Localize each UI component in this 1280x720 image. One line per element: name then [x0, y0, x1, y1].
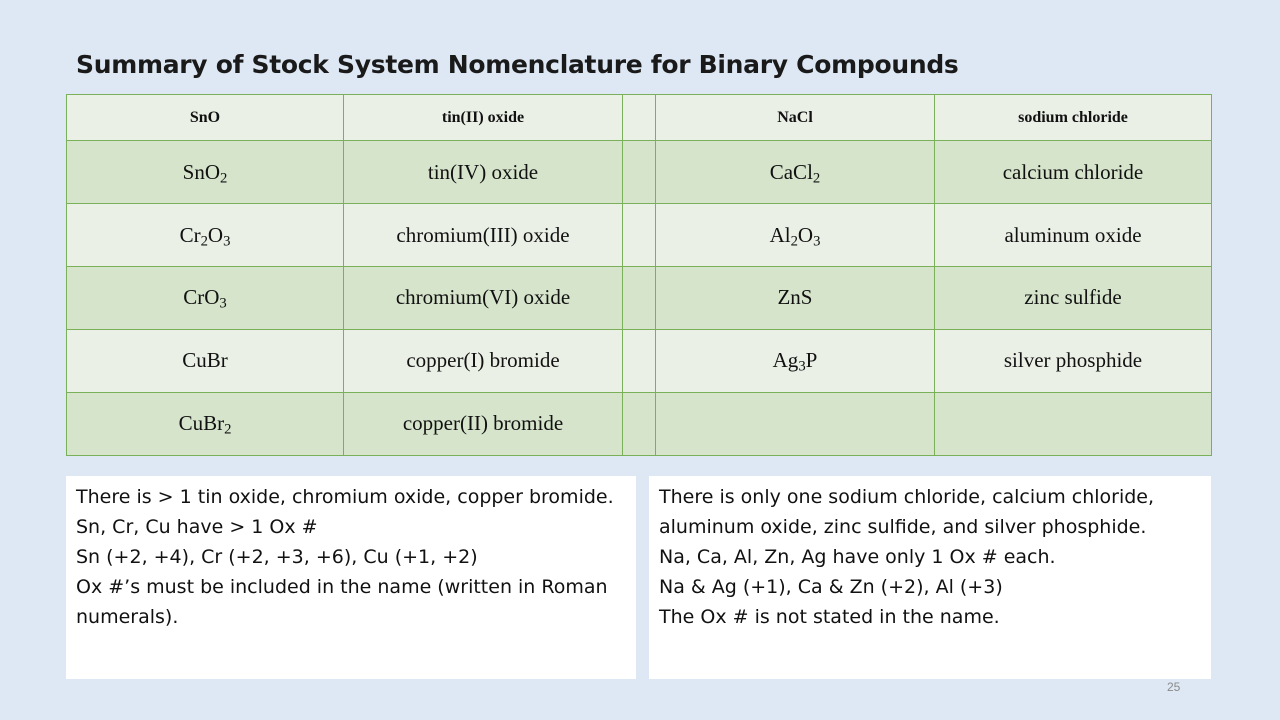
- note-line: Ox #’s must be included in the name (written in Roman numerals).: [76, 576, 608, 628]
- formula-cell: [67, 141, 344, 204]
- spacer-cell: [623, 204, 656, 267]
- formula-cell: [67, 204, 344, 267]
- formula-part: O: [797, 222, 814, 247]
- formula-cell: [656, 204, 935, 267]
- formula-cell: [656, 392, 935, 455]
- formula-cell: [67, 267, 344, 330]
- formula-part: ZnS: [777, 285, 813, 310]
- nomenclature-table: [66, 94, 1212, 456]
- formula-part: SnO: [189, 108, 221, 126]
- table-body: [67, 95, 1212, 456]
- formula-part: Cr: [179, 222, 201, 247]
- table-row: [67, 141, 1212, 204]
- formula-part: O: [207, 222, 224, 247]
- compound-name-cell: sodium chloride: [935, 95, 1212, 141]
- note-line: Na & Ag (+1), Ca & Zn (+2), Al (+3): [659, 576, 1003, 598]
- table-row: [67, 329, 1212, 392]
- formula-subscript: 3: [813, 233, 821, 250]
- slide-title: Summary of Stock System Nomenclature for Binary Compounds: [76, 50, 959, 79]
- table-row: [67, 204, 1212, 267]
- formula-part: Ag: [772, 348, 799, 373]
- compound-name-cell: chromium(VI) oxide: [344, 267, 623, 330]
- formula-cell: [67, 95, 344, 141]
- compound-name-cell: calcium chloride: [935, 141, 1212, 204]
- formula-part: Al: [769, 222, 791, 247]
- formula-subscript: 2: [224, 422, 232, 439]
- formula-part: NaCl: [777, 108, 813, 126]
- formula-subscript: 2: [790, 233, 798, 250]
- page-number: 25: [1167, 680, 1181, 694]
- note-line: Sn, Cr, Cu have > 1 Ox #: [76, 516, 318, 538]
- spacer-cell: [623, 267, 656, 330]
- compound-name-cell: tin(IV) oxide: [344, 141, 623, 204]
- formula-part: CrO: [183, 285, 220, 310]
- formula-subscript: 2: [220, 170, 228, 187]
- formula-subscript: 3: [798, 359, 806, 376]
- formula-part: SnO: [182, 159, 220, 184]
- note-line: There is > 1 tin oxide, chromium oxide, copper bromide.: [76, 486, 614, 508]
- compound-name-cell: copper(II) bromide: [344, 392, 623, 455]
- table-row: [67, 267, 1212, 330]
- compound-name-cell: tin(II) oxide: [344, 95, 623, 141]
- spacer-cell: [623, 95, 656, 141]
- formula-cell: [656, 95, 935, 141]
- formula-subscript: 3: [219, 296, 227, 313]
- compound-name-cell: [935, 392, 1212, 455]
- formula-cell: [67, 392, 344, 455]
- spacer-cell: [623, 329, 656, 392]
- spacer-cell: [623, 141, 656, 204]
- formula-cell: [67, 329, 344, 392]
- formula-part: CuBr: [178, 411, 225, 436]
- spacer-cell: [623, 392, 656, 455]
- note-line: Sn (+2, +4), Cr (+2, +3, +6), Cu (+1, +2): [76, 546, 478, 568]
- note-line: The Ox # is not stated in the name.: [659, 606, 1000, 628]
- formula-part: CaCl: [769, 159, 813, 184]
- table-row: [67, 95, 1212, 141]
- compound-name-cell: copper(I) bromide: [344, 329, 623, 392]
- formula-part: P: [805, 348, 818, 373]
- left-explanation-box: [66, 476, 636, 679]
- compound-name-cell: silver phosphide: [935, 329, 1212, 392]
- note-line: Na, Ca, Al, Zn, Ag have only 1 Ox # each.: [659, 546, 1056, 568]
- formula-subscript: 2: [200, 233, 208, 250]
- compound-name-cell: chromium(III) oxide: [344, 204, 623, 267]
- formula-subscript: 3: [223, 233, 231, 250]
- note-line: There is only one sodium chloride, calcium chloride, aluminum oxide, zinc sulfide, and silver phosphide.: [659, 486, 1155, 538]
- table-row: [67, 392, 1212, 455]
- formula-cell: [656, 329, 935, 392]
- formula-cell: [656, 141, 935, 204]
- compound-name-cell: zinc sulfide: [935, 267, 1212, 330]
- right-explanation-box: [649, 476, 1211, 679]
- formula-subscript: 2: [812, 170, 821, 187]
- formula-cell: [656, 267, 935, 330]
- formula-part: CuBr: [182, 348, 228, 373]
- compound-name-cell: aluminum oxide: [935, 204, 1212, 267]
